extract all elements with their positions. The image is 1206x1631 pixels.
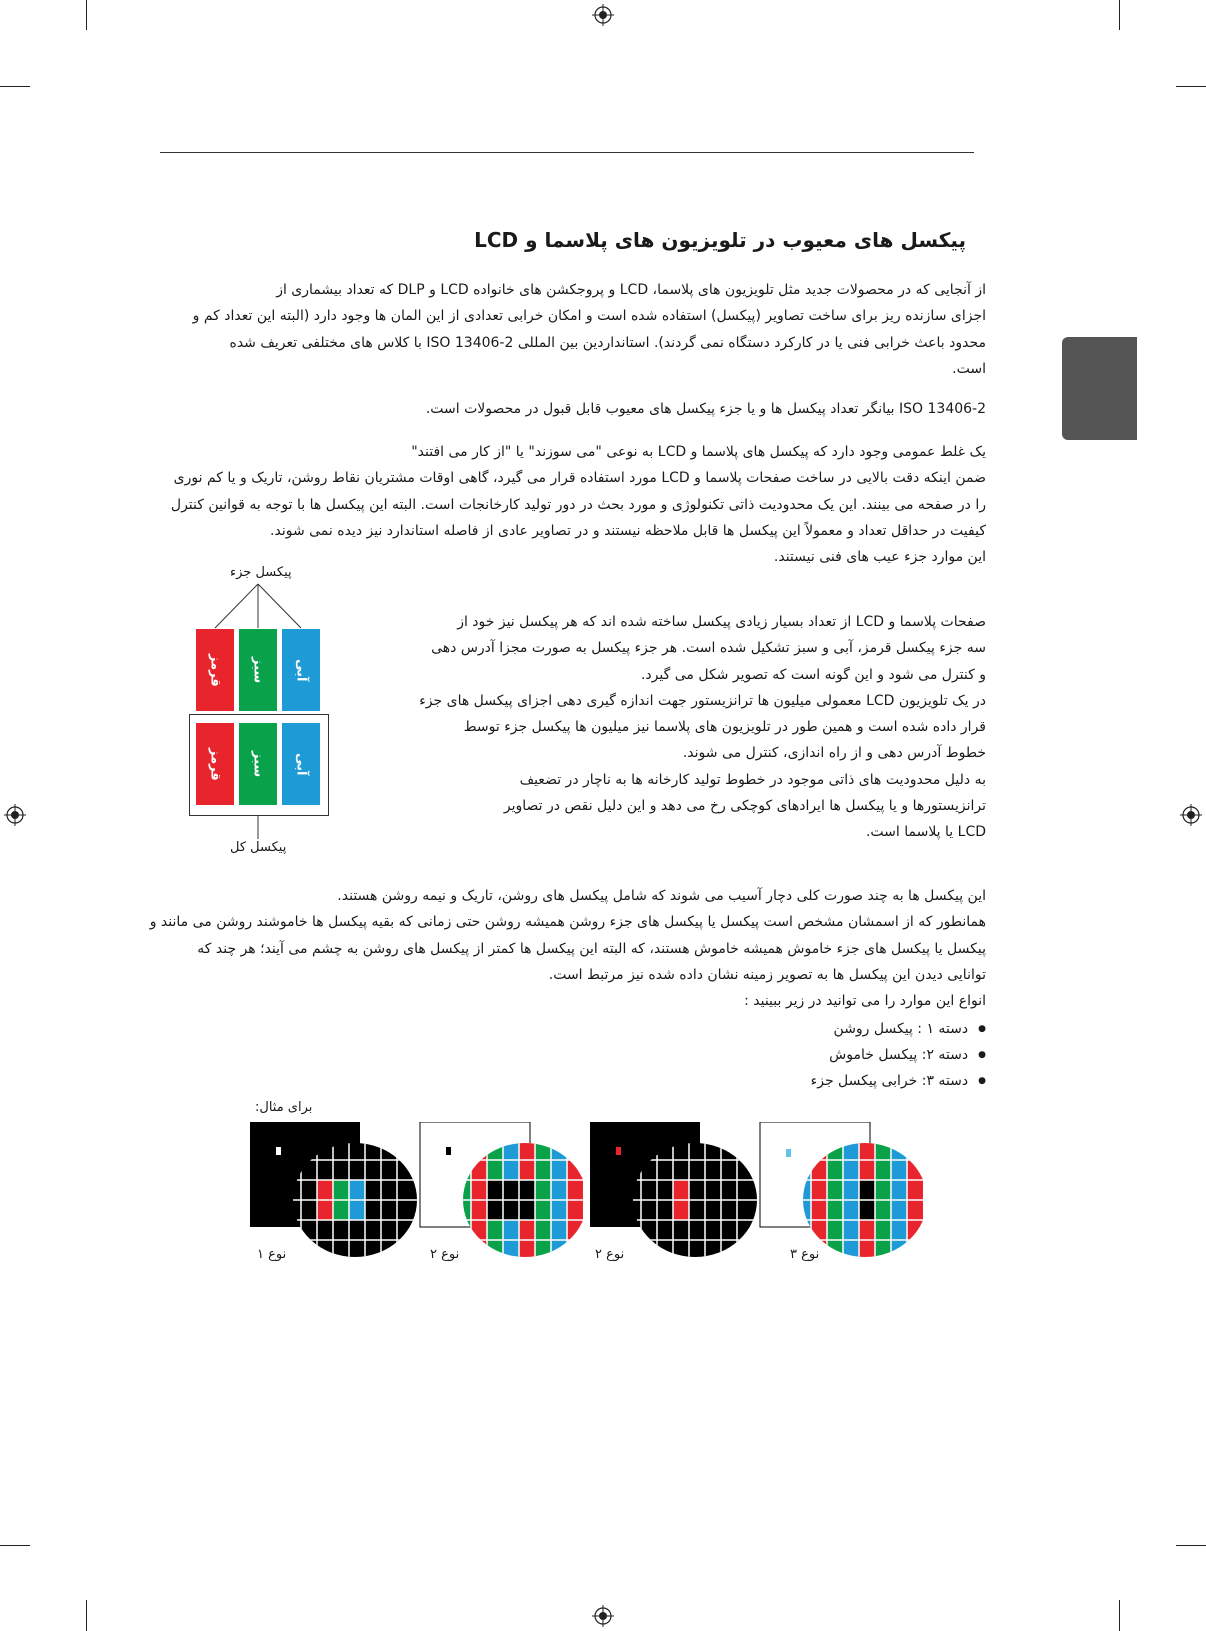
structure-line: قرار داده شده است و همین طور در تلویزیون های پلاسما نیز میلیون ها پیکسل جزء توسط [463, 719, 986, 736]
structure-line: در یک تلویزیون LCD معمولی میلیون ها ترانزیستور جهت اندازه گیری دهی اجزای پیکسل های جزء [419, 692, 986, 709]
structure-line: سه جزء پیکسل قرمز، آبی و سبز تشکیل شده است. هر جزء پیکسل به صورت مجزا آدرس دهی [431, 640, 986, 657]
subpixel-green [239, 629, 277, 711]
crop-mark [1119, 0, 1120, 30]
misconception-line: این موارد جزء عیب های فنی نیستند. [773, 549, 986, 566]
subpixel-label: پیکسل جزء [230, 565, 292, 580]
crop-mark [0, 86, 30, 87]
type-2b-label: نوع ۲ [595, 1247, 625, 1262]
registration-mark-icon [4, 804, 26, 826]
list-item: ● دسته ۳: خرابی پیکسل جزء [811, 1068, 986, 1094]
subpixel-blue-label: آبی [293, 658, 309, 682]
subpixel-red [196, 723, 234, 805]
intro-line: محدود باعث خرابی فنی یا در کارکرد دستگاه نمی گردند). استانداردین بین المللی ISO 13406-2 با کلاس های مختلفی تعریف شده [229, 334, 986, 351]
pixel-label: پیکسل کل [230, 840, 287, 855]
iso-note [426, 396, 986, 422]
type-1-illustration [250, 1122, 425, 1262]
defects-line: پیکسل یا پیکسل های جزء خاموش همیشه خاموش هستند، که البته این پیکسل ها کمتر از پیکسل های روشن به چشم می آیند؛ هر چند که [197, 940, 986, 957]
intro-line: از آنجایی که در محصولات جدید مثل تلویزیون های پلاسما، LCD و پروجکشن های خانواده LCD و DLP که تعداد بیشماری از [276, 282, 986, 298]
defects-line: همانطور که از اسمشان مشخص است پیکسل یا پیکسل های جزء روشن همیشه روشن حتی زمانی که بقیه پیکسل ها خاموشند روشن می مانند و [149, 914, 986, 931]
misconception-line: را در صفحه می بینند. این یک محدودیت ذاتی تکنولوژی و مورد بحث در دور تولید کارخانجات است. البته این پیکسل ها با توجه به قوانین کنترل [170, 496, 986, 513]
subpixel-green [239, 723, 277, 805]
list-item: ● دسته ۲: پیکسل خاموش [811, 1042, 986, 1068]
structure-line: خطوط آدرس دهی و از راه اندازی، کنترل می شوند. [682, 745, 986, 762]
subpixel-green-label: سبز [250, 656, 266, 684]
crop-mark [1176, 1545, 1206, 1546]
type-2-illustration [420, 1122, 595, 1262]
subpixel-blue [282, 723, 320, 805]
defects-line: توانایی دیدن این پیکسل ها به تصویر زمینه نشان داده شده نیز مرتبط است. [548, 966, 986, 983]
subpixel-red [196, 629, 234, 711]
structure-line: به دلیل محدودیت های ذاتی موجود در خطوط تولید کارخانه ها به ناچار در تضعیف [519, 771, 986, 788]
misconception-line: یک غلط عمومی وجود دارد که پیکسل های پلاسما و LCD به نوعی "می سوزند" یا "از کار می افتند" [411, 444, 986, 460]
subpixel-blue-label: آبی [293, 752, 309, 776]
intro-paragraph [193, 277, 986, 382]
misconception-line: کیفیت در حداقل تعداد و معمولاً این پیکسل ها قابل ملاحظه نیستند و در تصاویر عادی از فاصله استاندارد نیز دیده نمی شوند. [270, 522, 986, 539]
crop-mark [1119, 1600, 1120, 1631]
subpixel-red-label: قرمز [207, 747, 223, 781]
crop-mark [86, 0, 87, 30]
defect-types-figure [245, 1122, 925, 1262]
example-label: برای مثال: [255, 1100, 313, 1115]
type-3-illustration [760, 1122, 925, 1262]
intro-line: اجزای سازنده ریز برای ساخت تصاویر (پیکسل) استفاده شده است و امکان خرابی تعدادی از این المان ها وجود دارد (البته این تعداد کم و [192, 308, 986, 325]
type-1-label: نوع ۱ [257, 1247, 287, 1262]
misconception-line: ضمن اینکه دقت بالایی در ساخت صفحات پلاسما و LCD مورد استفاده قرار می گیرد، گاهی اوقات مشتریان نقاط روشن، تاریک و یا کم نوری [173, 470, 986, 487]
registration-mark-icon [592, 1605, 614, 1627]
diagram-pointer-line [255, 815, 261, 839]
structure-line: صفحات پلاسما و LCD از تعداد بسیار زیادی پیکسل ساخته شده اند که هر پیکسل نیز خود از [457, 614, 986, 630]
defects-paragraph [150, 883, 986, 1014]
defects-line: انواع این موارد را می توانید در زیر ببینید : [744, 993, 986, 1010]
subpixel-blue [282, 629, 320, 711]
type-2-label: نوع ۲ [430, 1247, 460, 1262]
type-2b-illustration [590, 1122, 765, 1262]
category-list [811, 1016, 986, 1094]
crop-mark [86, 1600, 87, 1631]
misconception-paragraph [171, 439, 986, 570]
header-rule [160, 152, 974, 153]
structure-line: و کنترل می شود و این گونه است که تصویر شکل می گیرد. [640, 666, 986, 683]
page-title: پیکسل های معیوب در تلویزیون های پلاسما و LCD [474, 228, 966, 252]
crop-mark [0, 1545, 30, 1546]
subpixel-red-label: قرمز [207, 653, 223, 687]
type-3-label: نوع ۳ [790, 1247, 820, 1262]
chapter-side-tab [1062, 337, 1137, 440]
defects-line: این پیکسل ها به چند صورت کلی دچار آسیب می شوند که شامل پیکسل های روشن، تاریک و نیمه روشن هستند. [337, 888, 986, 904]
list-item: ● دسته ۱ : پیکسل روشن [811, 1016, 986, 1042]
structure-line: ترانزیستورها و یا پیکسل ها ایرادهای کوچکی رخ می دهد و این دلیل نقص در تصاویر [503, 798, 986, 815]
subpixel-green-label: سبز [250, 750, 266, 778]
structure-paragraph [419, 609, 986, 846]
iso-note-line: ISO 13406-2 بیانگر تعداد پیکسل ها و یا جزء پیکسل های معیوب قابل قبول در محصولات است. [425, 401, 986, 417]
registration-mark-icon [1180, 804, 1202, 826]
structure-line: LCD یا پلاسما است. [865, 824, 986, 841]
diagram-connector-lines [190, 582, 330, 630]
registration-mark-icon [592, 4, 614, 26]
crop-mark [1176, 86, 1206, 87]
intro-line: است. [952, 360, 986, 377]
